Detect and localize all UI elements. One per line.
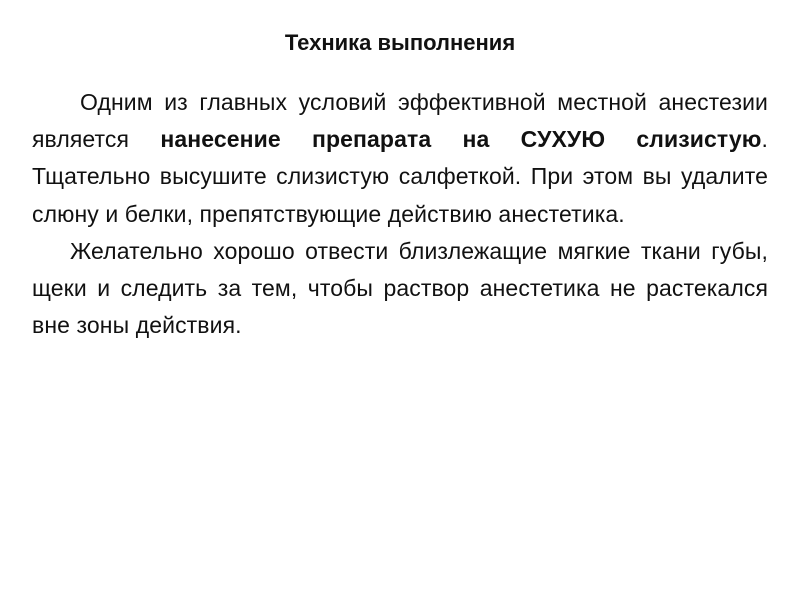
paragraph-anesthesia-conditions bbox=[32, 84, 768, 233]
emphasis-dry-mucosa: нанесение препарата на СУХУЮ слизистую bbox=[160, 126, 762, 153]
slide-body bbox=[32, 84, 768, 344]
slide-title: Техника выполнения bbox=[284, 30, 516, 55]
paragraph-soft-tissue: Желательно хорошо отвести близлежащие мягкие ткани губы, щеки и следить за тем, чтобы раствор анестетика не растекался вне зоны действия. bbox=[32, 237, 768, 339]
paragraph-1-text-start: Одним из главных условий эффективной местной анестезии является bbox=[32, 89, 768, 153]
paragraph-1-text-end: . Тщательно высушите слизистую салфеткой. При этом вы удалите слюну и белки, препятствующие действию анестетика. bbox=[32, 126, 768, 227]
